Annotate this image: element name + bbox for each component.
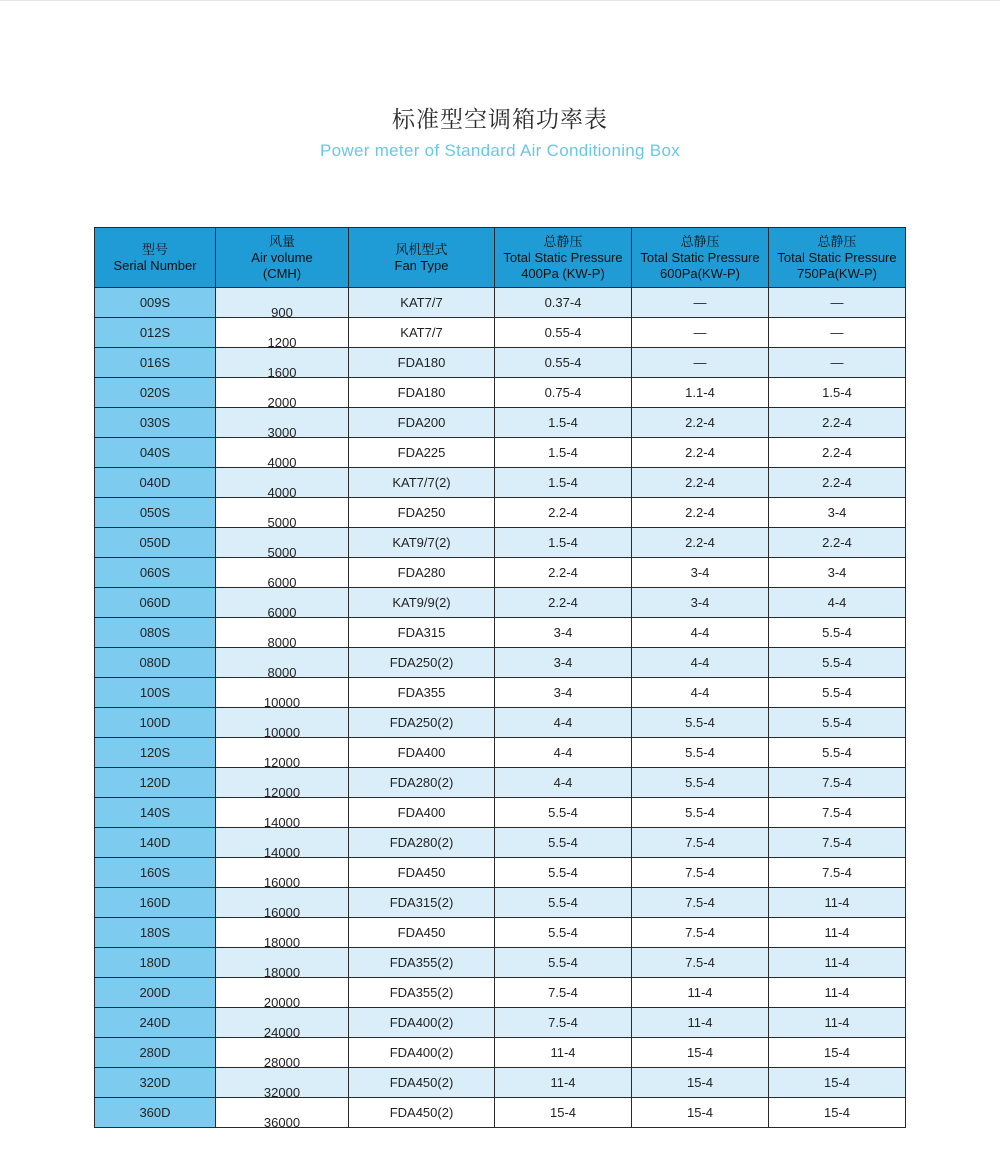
cell-pressure-750pa: —: [769, 318, 906, 348]
cell-air-volume: [216, 708, 349, 738]
cell-pressure-400pa: 4-4: [495, 738, 632, 768]
cell-pressure-400pa: 1.5-4: [495, 408, 632, 438]
table-row: [95, 888, 906, 918]
header-line: 风量: [268, 233, 295, 249]
cell-air-volume: [216, 888, 349, 918]
header-line: Air volume: [251, 249, 313, 265]
cell-serial-number: 280D: [95, 1038, 216, 1068]
table-row: [95, 798, 906, 828]
header-line: Total Static Pressure: [777, 249, 897, 265]
cell-pressure-400pa: 3-4: [495, 678, 632, 708]
cell-serial-number: 020S: [95, 378, 216, 408]
cell-pressure-600pa: 1.1-4: [632, 378, 769, 408]
column-header-pressure-600pa: [632, 228, 769, 288]
cell-air-volume: [216, 678, 349, 708]
cell-air-volume: [216, 318, 349, 348]
cell-pressure-600pa: 5.5-4: [632, 738, 769, 768]
table-row: [95, 588, 906, 618]
cell-pressure-400pa: 0.37-4: [495, 288, 632, 318]
cell-serial-number: 160D: [95, 888, 216, 918]
cell-pressure-750pa: 11-4: [769, 1008, 906, 1038]
cell-pressure-600pa: 7.5-4: [632, 918, 769, 948]
cell-serial-number: 140S: [95, 798, 216, 828]
table-row: [95, 408, 906, 438]
column-header-pressure-400pa: [495, 228, 632, 288]
table-row: [95, 1068, 906, 1098]
cell-pressure-400pa: 2.2-4: [495, 558, 632, 588]
cell-pressure-600pa: 2.2-4: [632, 498, 769, 528]
air-volume-value: 10000: [263, 725, 301, 740]
cell-fan-type: FDA250(2): [349, 708, 495, 738]
cell-pressure-400pa: 5.5-4: [495, 918, 632, 948]
cell-fan-type: FDA400: [349, 738, 495, 768]
cell-pressure-600pa: 4-4: [632, 678, 769, 708]
power-table: [94, 227, 906, 1128]
column-header-serial-number: [95, 228, 216, 288]
cell-pressure-400pa: 3-4: [495, 618, 632, 648]
air-volume-value: 4000: [267, 485, 297, 500]
cell-fan-type: FDA180: [349, 378, 495, 408]
cell-pressure-600pa: 15-4: [632, 1098, 769, 1128]
header-line: Total Static Pressure: [503, 249, 623, 265]
table-row: [95, 348, 906, 378]
cell-fan-type: FDA450: [349, 858, 495, 888]
cell-serial-number: 016S: [95, 348, 216, 378]
cell-pressure-400pa: 11-4: [495, 1038, 632, 1068]
table-row: [95, 318, 906, 348]
cell-serial-number: 050D: [95, 528, 216, 558]
table-row: [95, 468, 906, 498]
cell-pressure-600pa: 2.2-4: [632, 468, 769, 498]
cell-serial-number: 040D: [95, 468, 216, 498]
cell-pressure-750pa: 11-4: [769, 948, 906, 978]
cell-air-volume: [216, 648, 349, 678]
cell-fan-type: FDA355: [349, 678, 495, 708]
cell-pressure-600pa: 5.5-4: [632, 768, 769, 798]
table-row: [95, 618, 906, 648]
cell-pressure-750pa: 3-4: [769, 558, 906, 588]
header-line: Fan Type: [394, 257, 449, 273]
cell-pressure-750pa: 7.5-4: [769, 858, 906, 888]
air-volume-value: 6000: [267, 605, 297, 620]
cell-fan-type: FDA200: [349, 408, 495, 438]
cell-serial-number: 060D: [95, 588, 216, 618]
cell-fan-type: FDA280: [349, 558, 495, 588]
cell-fan-type: FDA450(2): [349, 1098, 495, 1128]
cell-fan-type: FDA450(2): [349, 1068, 495, 1098]
cell-air-volume: [216, 978, 349, 1008]
cell-air-volume: [216, 798, 349, 828]
cell-serial-number: 100D: [95, 708, 216, 738]
table-row: [95, 948, 906, 978]
cell-fan-type: KAT7/7: [349, 318, 495, 348]
cell-pressure-750pa: 11-4: [769, 978, 906, 1008]
air-volume-value: 6000: [267, 575, 297, 590]
header-line: 风机型式: [395, 241, 448, 257]
cell-pressure-750pa: 5.5-4: [769, 678, 906, 708]
cell-pressure-400pa: 11-4: [495, 1068, 632, 1098]
cell-serial-number: 240D: [95, 1008, 216, 1038]
cell-pressure-400pa: 1.5-4: [495, 468, 632, 498]
table-row: [95, 708, 906, 738]
cell-fan-type: FDA400(2): [349, 1038, 495, 1068]
air-volume-value: 4000: [267, 455, 297, 470]
air-volume-value: 2000: [267, 395, 297, 410]
cell-air-volume: [216, 1098, 349, 1128]
cell-fan-type: FDA315(2): [349, 888, 495, 918]
air-volume-value: 1200: [267, 335, 297, 350]
cell-air-volume: [216, 528, 349, 558]
cell-air-volume: [216, 288, 349, 318]
cell-pressure-400pa: 3-4: [495, 648, 632, 678]
cell-pressure-400pa: 0.55-4: [495, 318, 632, 348]
cell-serial-number: 009S: [95, 288, 216, 318]
cell-pressure-600pa: 7.5-4: [632, 948, 769, 978]
cell-pressure-750pa: 5.5-4: [769, 648, 906, 678]
table-row: [95, 378, 906, 408]
cell-pressure-400pa: 7.5-4: [495, 978, 632, 1008]
cell-air-volume: [216, 588, 349, 618]
cell-serial-number: 030S: [95, 408, 216, 438]
cell-air-volume: [216, 498, 349, 528]
cell-air-volume: [216, 378, 349, 408]
cell-fan-type: FDA180: [349, 348, 495, 378]
cell-pressure-600pa: —: [632, 288, 769, 318]
air-volume-value: 8000: [267, 665, 297, 680]
table-row: [95, 828, 906, 858]
cell-pressure-750pa: 5.5-4: [769, 738, 906, 768]
table-row: [95, 558, 906, 588]
cell-fan-type: KAT9/9(2): [349, 588, 495, 618]
cell-air-volume: [216, 858, 349, 888]
cell-pressure-600pa: 11-4: [632, 1008, 769, 1038]
cell-air-volume: [216, 438, 349, 468]
cell-pressure-600pa: 7.5-4: [632, 828, 769, 858]
header-line: 600Pa(KW-P): [660, 265, 740, 281]
cell-fan-type: KAT7/7: [349, 288, 495, 318]
cell-pressure-600pa: 7.5-4: [632, 888, 769, 918]
cell-pressure-600pa: 4-4: [632, 648, 769, 678]
cell-pressure-400pa: 5.5-4: [495, 828, 632, 858]
cell-fan-type: FDA280(2): [349, 828, 495, 858]
table-row: [95, 978, 906, 1008]
cell-pressure-750pa: 2.2-4: [769, 528, 906, 558]
cell-pressure-400pa: 2.2-4: [495, 588, 632, 618]
cell-pressure-750pa: —: [769, 348, 906, 378]
air-volume-value: 14000: [263, 815, 301, 830]
page-subtitle: Power meter of Standard Air Conditioning Box: [320, 141, 680, 160]
cell-serial-number: 100S: [95, 678, 216, 708]
cell-pressure-400pa: 2.2-4: [495, 498, 632, 528]
table-row: [95, 738, 906, 768]
table-body: [95, 288, 906, 1128]
cell-pressure-600pa: 2.2-4: [632, 408, 769, 438]
cell-pressure-600pa: 5.5-4: [632, 798, 769, 828]
air-volume-value: 24000: [263, 1025, 301, 1040]
cell-serial-number: 180D: [95, 948, 216, 978]
cell-pressure-600pa: 5.5-4: [632, 708, 769, 738]
cell-serial-number: 120D: [95, 768, 216, 798]
cell-fan-type: FDA250: [349, 498, 495, 528]
air-volume-value: 900: [271, 305, 293, 320]
air-volume-value: 8000: [267, 635, 297, 650]
cell-pressure-600pa: —: [632, 318, 769, 348]
table-row: [95, 1038, 906, 1068]
cell-pressure-750pa: 7.5-4: [769, 828, 906, 858]
table-row: [95, 528, 906, 558]
cell-air-volume: [216, 918, 349, 948]
cell-pressure-750pa: —: [769, 288, 906, 318]
cell-pressure-750pa: 5.5-4: [769, 708, 906, 738]
table-row: [95, 918, 906, 948]
cell-pressure-750pa: 7.5-4: [769, 798, 906, 828]
air-volume-value: 36000: [263, 1115, 301, 1130]
cell-pressure-400pa: 1.5-4: [495, 528, 632, 558]
cell-fan-type: KAT7/7(2): [349, 468, 495, 498]
cell-serial-number: 140D: [95, 828, 216, 858]
cell-pressure-600pa: 15-4: [632, 1038, 769, 1068]
cell-air-volume: [216, 618, 349, 648]
cell-pressure-750pa: 5.5-4: [769, 618, 906, 648]
cell-serial-number: 180S: [95, 918, 216, 948]
cell-pressure-750pa: 11-4: [769, 918, 906, 948]
cell-serial-number: 040S: [95, 438, 216, 468]
column-header-fan-type: [349, 228, 495, 288]
air-volume-value: 1600: [267, 365, 297, 380]
air-volume-value: 18000: [263, 935, 301, 950]
cell-pressure-600pa: —: [632, 348, 769, 378]
cell-pressure-750pa: 2.2-4: [769, 408, 906, 438]
cell-pressure-600pa: 3-4: [632, 588, 769, 618]
cell-air-volume: [216, 948, 349, 978]
cell-pressure-750pa: 15-4: [769, 1098, 906, 1128]
air-volume-value: 5000: [267, 515, 297, 530]
cell-pressure-750pa: 2.2-4: [769, 468, 906, 498]
cell-air-volume: [216, 1038, 349, 1068]
cell-serial-number: 360D: [95, 1098, 216, 1128]
header-line: 总静压: [680, 233, 720, 249]
air-volume-value: 12000: [263, 755, 301, 770]
cell-pressure-400pa: 1.5-4: [495, 438, 632, 468]
cell-serial-number: 320D: [95, 1068, 216, 1098]
cell-pressure-750pa: 1.5-4: [769, 378, 906, 408]
cell-pressure-400pa: 5.5-4: [495, 858, 632, 888]
cell-pressure-400pa: 0.55-4: [495, 348, 632, 378]
cell-fan-type: FDA400(2): [349, 1008, 495, 1038]
cell-pressure-400pa: 5.5-4: [495, 798, 632, 828]
cell-air-volume: [216, 468, 349, 498]
cell-air-volume: [216, 768, 349, 798]
air-volume-value: 18000: [263, 965, 301, 980]
cell-serial-number: 012S: [95, 318, 216, 348]
header-line: 750Pa(KW-P): [797, 265, 877, 281]
page-title: 标准型空调箱功率表: [392, 107, 608, 133]
cell-fan-type: FDA250(2): [349, 648, 495, 678]
cell-fan-type: FDA450: [349, 918, 495, 948]
cell-serial-number: 050S: [95, 498, 216, 528]
cell-pressure-750pa: 7.5-4: [769, 768, 906, 798]
cell-fan-type: FDA400: [349, 798, 495, 828]
table-row: [95, 1098, 906, 1128]
cell-fan-type: FDA280(2): [349, 768, 495, 798]
cell-pressure-600pa: 15-4: [632, 1068, 769, 1098]
table-row: [95, 858, 906, 888]
cell-pressure-600pa: 7.5-4: [632, 858, 769, 888]
air-volume-value: 10000: [263, 695, 301, 710]
cell-serial-number: 060S: [95, 558, 216, 588]
top-divider: [0, 0, 1000, 1]
cell-pressure-400pa: 7.5-4: [495, 1008, 632, 1038]
cell-fan-type: FDA355(2): [349, 978, 495, 1008]
cell-pressure-750pa: 3-4: [769, 498, 906, 528]
cell-fan-type: FDA315: [349, 618, 495, 648]
cell-pressure-400pa: 4-4: [495, 768, 632, 798]
cell-air-volume: [216, 738, 349, 768]
table-row: [95, 678, 906, 708]
cell-fan-type: KAT9/7(2): [349, 528, 495, 558]
cell-serial-number: 080S: [95, 618, 216, 648]
air-volume-value: 32000: [263, 1085, 301, 1100]
cell-pressure-600pa: 2.2-4: [632, 438, 769, 468]
air-volume-value: 20000: [263, 995, 301, 1010]
cell-air-volume: [216, 408, 349, 438]
cell-pressure-400pa: 15-4: [495, 1098, 632, 1128]
cell-air-volume: [216, 1068, 349, 1098]
cell-pressure-600pa: 4-4: [632, 618, 769, 648]
air-volume-value: 14000: [263, 845, 301, 860]
cell-serial-number: 200D: [95, 978, 216, 1008]
table-row: [95, 1008, 906, 1038]
cell-pressure-600pa: 2.2-4: [632, 528, 769, 558]
header-line: 型号: [141, 241, 168, 257]
cell-serial-number: 160S: [95, 858, 216, 888]
cell-pressure-750pa: 11-4: [769, 888, 906, 918]
cell-air-volume: [216, 348, 349, 378]
table-row: [95, 498, 906, 528]
header-line: 总静压: [543, 233, 583, 249]
air-volume-value: 16000: [263, 875, 301, 890]
column-header-air-volume: [216, 228, 349, 288]
cell-air-volume: [216, 558, 349, 588]
cell-pressure-400pa: 4-4: [495, 708, 632, 738]
cell-air-volume: [216, 1008, 349, 1038]
air-volume-value: 5000: [267, 545, 297, 560]
header-line: 总静压: [817, 233, 857, 249]
cell-pressure-750pa: 4-4: [769, 588, 906, 618]
cell-pressure-750pa: 2.2-4: [769, 438, 906, 468]
table-row: [95, 288, 906, 318]
cell-pressure-750pa: 15-4: [769, 1068, 906, 1098]
cell-serial-number: 080D: [95, 648, 216, 678]
cell-fan-type: FDA355(2): [349, 948, 495, 978]
column-header-pressure-750pa: [769, 228, 906, 288]
table-header-row: [95, 228, 906, 288]
header-line: (CMH): [262, 265, 302, 281]
header-line: Serial Number: [113, 257, 197, 273]
cell-serial-number: 120S: [95, 738, 216, 768]
air-volume-value: 28000: [263, 1055, 301, 1070]
table-row: [95, 768, 906, 798]
air-volume-value: 12000: [263, 785, 301, 800]
table-row: [95, 648, 906, 678]
cell-pressure-750pa: 15-4: [769, 1038, 906, 1068]
air-volume-value: 3000: [267, 425, 297, 440]
cell-pressure-600pa: 11-4: [632, 978, 769, 1008]
cell-air-volume: [216, 828, 349, 858]
cell-pressure-600pa: 3-4: [632, 558, 769, 588]
header-line: 400Pa (KW-P): [521, 265, 605, 281]
header-line: Total Static Pressure: [640, 249, 760, 265]
cell-fan-type: FDA225: [349, 438, 495, 468]
table-row: [95, 438, 906, 468]
cell-pressure-400pa: 5.5-4: [495, 948, 632, 978]
air-volume-value: 16000: [263, 905, 301, 920]
cell-pressure-400pa: 0.75-4: [495, 378, 632, 408]
cell-pressure-400pa: 5.5-4: [495, 888, 632, 918]
